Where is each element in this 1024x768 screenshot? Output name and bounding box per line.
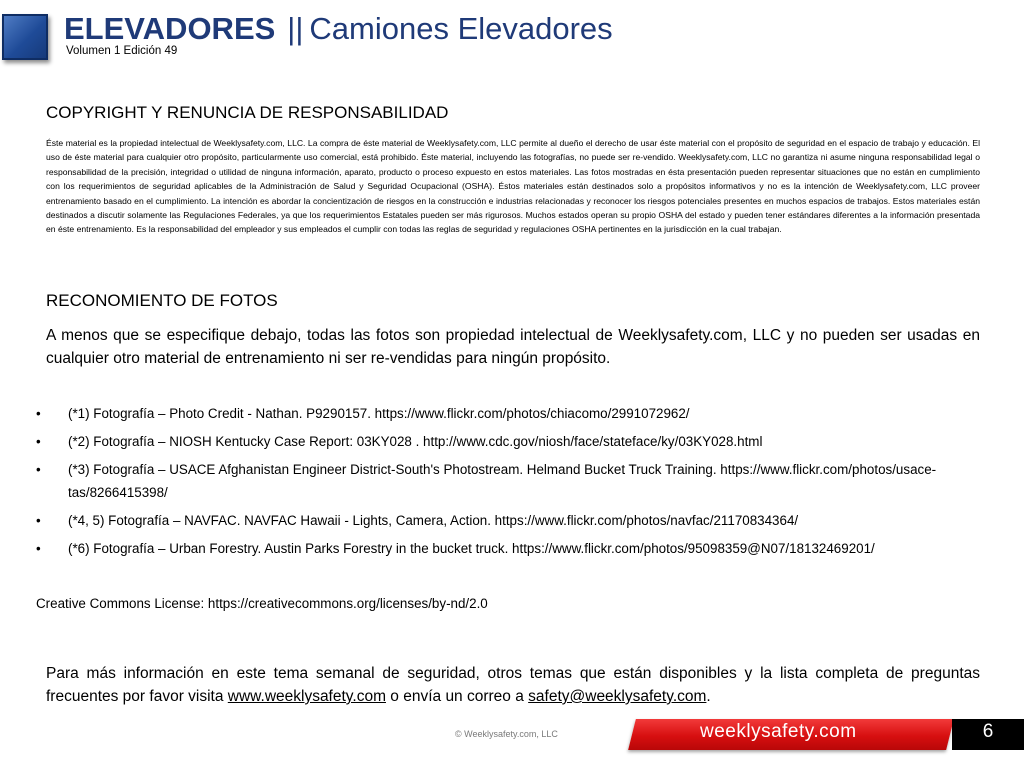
copyright-heading: COPYRIGHT Y RENUNCIA DE RESPONSABILIDAD: [46, 103, 449, 122]
photo-credits-list: [36, 402, 996, 565]
title-main: ELEVADORES: [64, 11, 276, 46]
bullet-icon: •: [36, 541, 41, 556]
more-info-text: o envía un correo a: [385, 688, 529, 705]
list-item: [36, 402, 996, 425]
list-item: [36, 509, 996, 532]
bullet-icon: •: [36, 513, 41, 528]
more-info-text: Para más información en este tema semanal de seguridad, otros temas que están disponibles y la lista completa de preguntas frecuentes por favor visita: [46, 665, 980, 705]
photos-body: A menos que se especifique debajo, todas las fotos son propiedad intelectual de Weeklysafety.com, LLC y no pueden ser usadas en cualquier otro material de entrenamiento ni ser re-vendidas para ningún propósito.: [46, 327, 980, 367]
page-number: 6: [982, 721, 994, 742]
brand-logo-text: weeklysafety.com: [700, 721, 857, 742]
copyright-body: Éste material es la propiedad intelectual de Weeklysafety.com, LLC. La compra de éste material de Weeklysafety.com, LLC permite al dueño el derecho de usar éste material con el propósito de seguridad en el espacio de trabajo y educación. El uso de éste material para cualquier otro propósito, particularmente uso comercial, está prohibido. Éste material, incluyendo las fotografías, no puede ser re-vendido. Weeklysafety.com, LLC no garantiza ni asume ninguna responsabilidad legal o responsabilidad de la precisión, integridad o utilidad de ninguna información, aparato, producto o proceso expuesto en estos materiales. Las fotos mostradas en ésta presentación pueden representar situaciones que no están en cumplimiento con los requerimientos de seguridad aplicables de la Administración de Salud y Seguridad Ocupacional (OSHA). Éstos materiales están destinados solo a propósitos informativos y no es la intención de Weeklysafety.com, LLC proveer entrenamiento basado en el cumplimiento. La intención es abordar la concientización de riesgos en la construcción e industrias relacionadas y reconocer los riesgos potenciales presentes en muchos espacios de trabajos. Estos materiales están destinados a discutir solamente las Regulaciones Federales, ya que los requerimientos Estatales pueden ser más rigurosos. Muchos estados operan su propio OSHA del estado y pueden tener estándares diferentes a la información presentada en éste entrenamiento. Es la responsabilidad del empleador y sus empleados el cumplir con todas las reglas de seguridad y regulaciones OSHA pertinentes en la jurisdicción en la cual trabajan.: [46, 138, 980, 235]
more-info-text: .: [706, 688, 711, 705]
license-line: Creative Commons License: https://creativecommons.org/licenses/by-nd/2.0: [36, 596, 488, 611]
bullet-icon: •: [36, 406, 41, 421]
volume-edition: Volumen 1 Edición 49: [66, 45, 178, 57]
list-item: [36, 537, 996, 560]
website-link[interactable]: www.weeklysafety.com: [227, 688, 386, 705]
list-item: [36, 430, 996, 453]
bullet-icon: •: [36, 462, 41, 477]
credit-text: (*2) Fotografía – NIOSH Kentucky Case Report: 03KY028 . http://www.cdc.gov/niosh/face/stateface/ky/03KY028.html: [68, 434, 763, 449]
list-item: [36, 458, 996, 504]
credit-text: (*4, 5) Fotografía – NAVFAC. NAVFAC Hawaii - Lights, Camera, Action. https://www.flickr.com/photos/navfac/21170834364/: [68, 513, 799, 528]
credit-text: (*1) Fotografía – Photo Credit - Nathan. P9290157. https://www.flickr.com/photos/chiacomo/2991072962/: [68, 406, 690, 421]
logo-square: [2, 14, 48, 60]
credit-text: (*3) Fotografía – USACE Afghanistan Engineer District-South's Photostream. Helmand Bucket Truck Training. https://www.flickr.com/photos/usace-tas/8266415398/: [68, 462, 937, 500]
bullet-icon: •: [36, 434, 41, 449]
footer-copyright: © Weeklysafety.com, LLC: [455, 729, 558, 739]
credit-text: (*6) Fotografía – Urban Forestry. Austin Parks Forestry in the bucket truck. https://www.flickr.com/photos/95098359@N07/18132469201/: [68, 541, 875, 556]
more-info-paragraph: [46, 662, 980, 708]
email-link[interactable]: safety@weeklysafety.com: [528, 688, 707, 705]
title-topic: Camiones Elevadores: [309, 11, 613, 46]
title-separator: ||: [287, 11, 304, 46]
page-title: [64, 10, 613, 48]
photos-heading: RECONOMIENTO DE FOTOS: [46, 291, 278, 310]
